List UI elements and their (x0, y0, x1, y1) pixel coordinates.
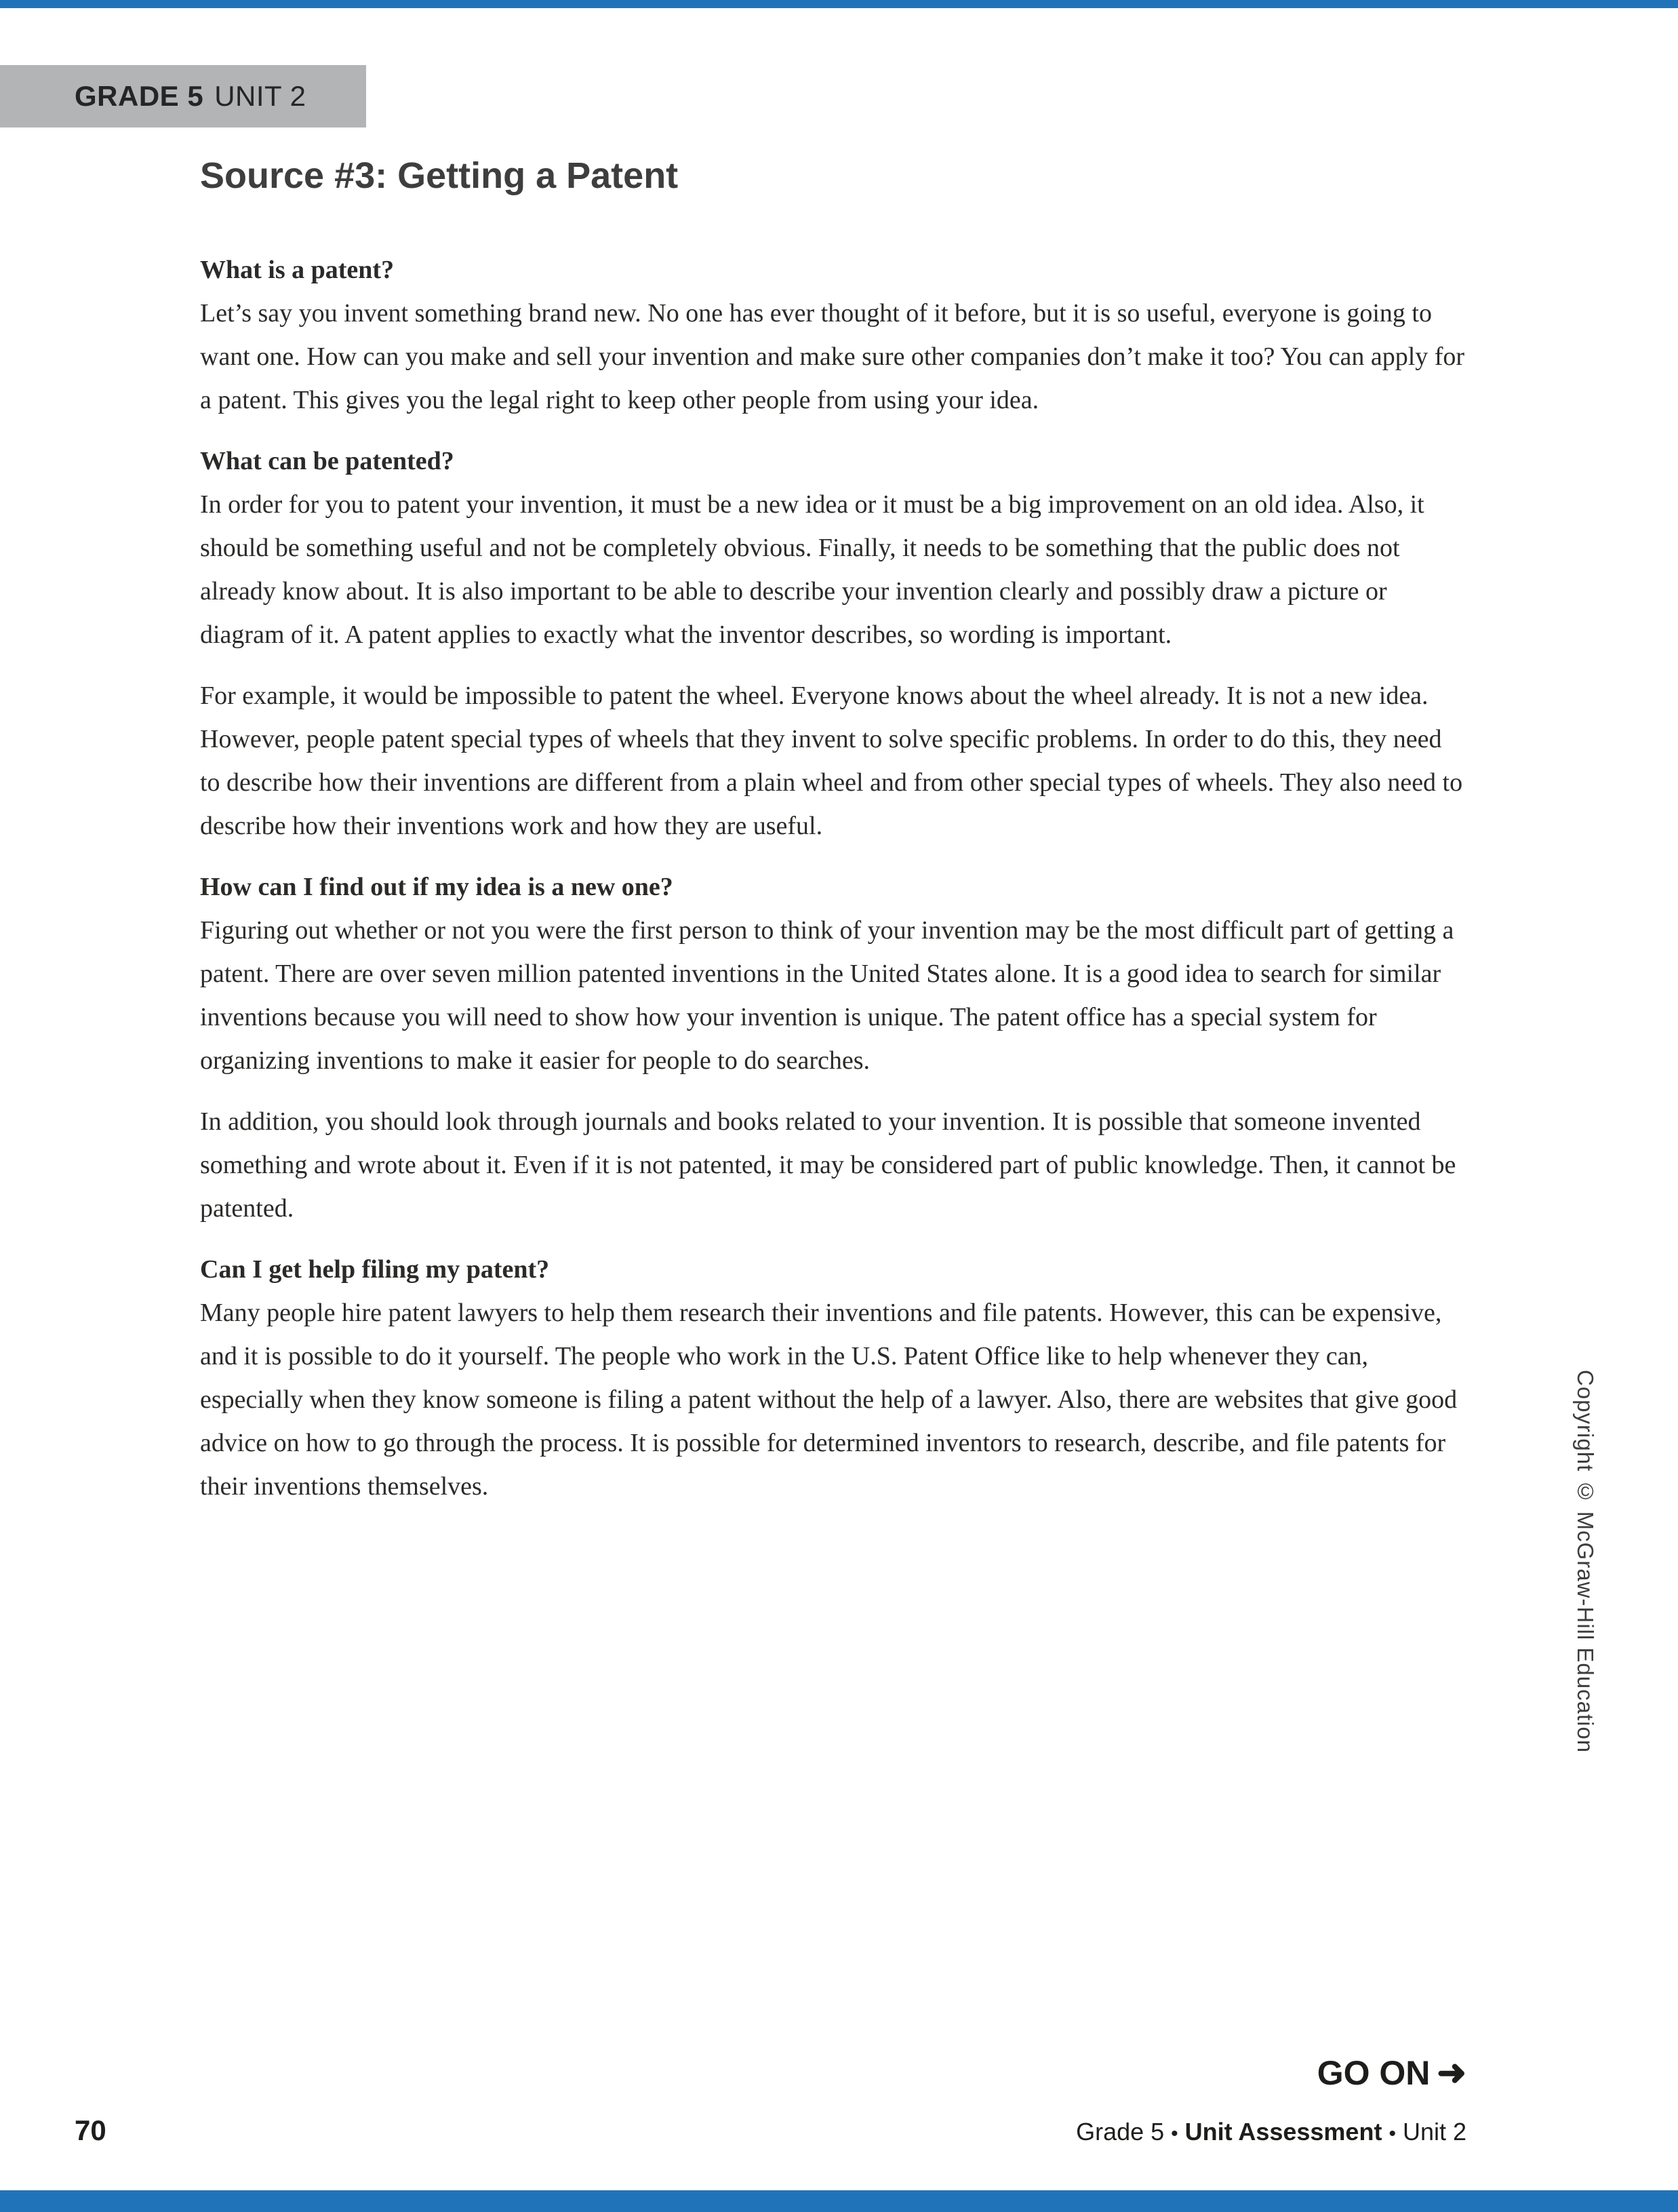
footer-unit: Unit 2 (1402, 2118, 1466, 2146)
footer-separator: • (1389, 2122, 1396, 2145)
footer-course: Grade 5 (1076, 2118, 1165, 2146)
grade-label: GRADE 5 (75, 80, 204, 112)
page-footer (75, 2114, 1466, 2147)
grade-unit-badge (0, 65, 366, 127)
footer-assessment: Unit Assessment (1184, 2118, 1382, 2146)
footer-separator: • (1171, 2122, 1178, 2145)
go-on-indicator (1317, 2053, 1466, 2093)
go-on-arrow-icon: ➜ (1437, 2053, 1466, 2093)
paragraph: For example, it would be impossible to patent the wheel. Everyone knows about the wheel already. It is not a new idea. However, people patent special types of wheels that they invent to solve specific problems. In order to do this, they need to describe how their inventions are different from a plain wheel and from other special types of wheels. They also need to describe how their inventions work and how they are useful. (200, 682, 1463, 840)
section-heading-what-is-a-patent: What is a patent? (200, 256, 395, 284)
unit-label: UNIT 2 (214, 80, 306, 112)
paragraph: Let’s say you invent something brand new. No one has ever thought of it before, but it is so useful, everyone is going to want one. How can you make and sell your invention and make sure other companies don’t make it too? You can apply for a patent. This gives you the legal right to keep other people from using your idea. (200, 299, 1465, 414)
top-accent-bar (0, 0, 1678, 8)
footer-breadcrumb (1076, 2118, 1466, 2146)
page-title: Source #3: Getting a Patent (200, 155, 679, 196)
section-heading-find-out-if-idea-is-new: How can I find out if my idea is a new one? (200, 873, 673, 901)
article-body (200, 248, 1468, 1526)
paragraph: Figuring out whether or not you were the first person to think of your invention may be the most difficult part of getting a patent. There are over seven million patented inventions in the United States alone. It is a good idea to search for similar inventions because you will need to show how your invention is unique. The patent office has a special system for organizing inventions to make it easier for people to do searches. (200, 916, 1454, 1075)
copyright-sidebar-text: Copyright © McGraw-Hill Education (1573, 1370, 1598, 1754)
bottom-accent-bar (0, 2190, 1678, 2212)
section-heading-what-can-be-patented: What can be patented? (200, 447, 454, 475)
section-heading-help-filing-patent: Can I get help filing my patent? (200, 1255, 550, 1284)
paragraph: In addition, you should look through journals and books related to your invention. It is possible that someone invented something and wrote about it. Even if it is not patented, it may be considered part of public knowledge. Then, it cannot be patented. (200, 1107, 1456, 1223)
paragraph: In order for you to patent your invention, it must be a new idea or it must be a big improvement on an old idea. Also, it should be something useful and not be completely obvious. Finally, it needs to be something that the public does not already know about. It is also important to be able to describe your invention clearly and possibly draw a picture or diagram of it. A patent applies to exactly what the inventor describes, so wording is important. (200, 490, 1424, 649)
go-on-label: GO ON (1317, 2054, 1431, 2092)
paragraph: Many people hire patent lawyers to help them research their inventions and file patents. However, this can be expensive, and it is possible to do it yourself. The people who work in the U.S. Patent Office like to help whenever they can, especially when they know someone is filing a patent without the help of a lawyer. Also, there are websites that give good advice on how to go through the process. It is possible for determined inventors to research, describe, and file patents for their inventions themselves. (200, 1299, 1458, 1501)
page-number: 70 (75, 2114, 106, 2146)
